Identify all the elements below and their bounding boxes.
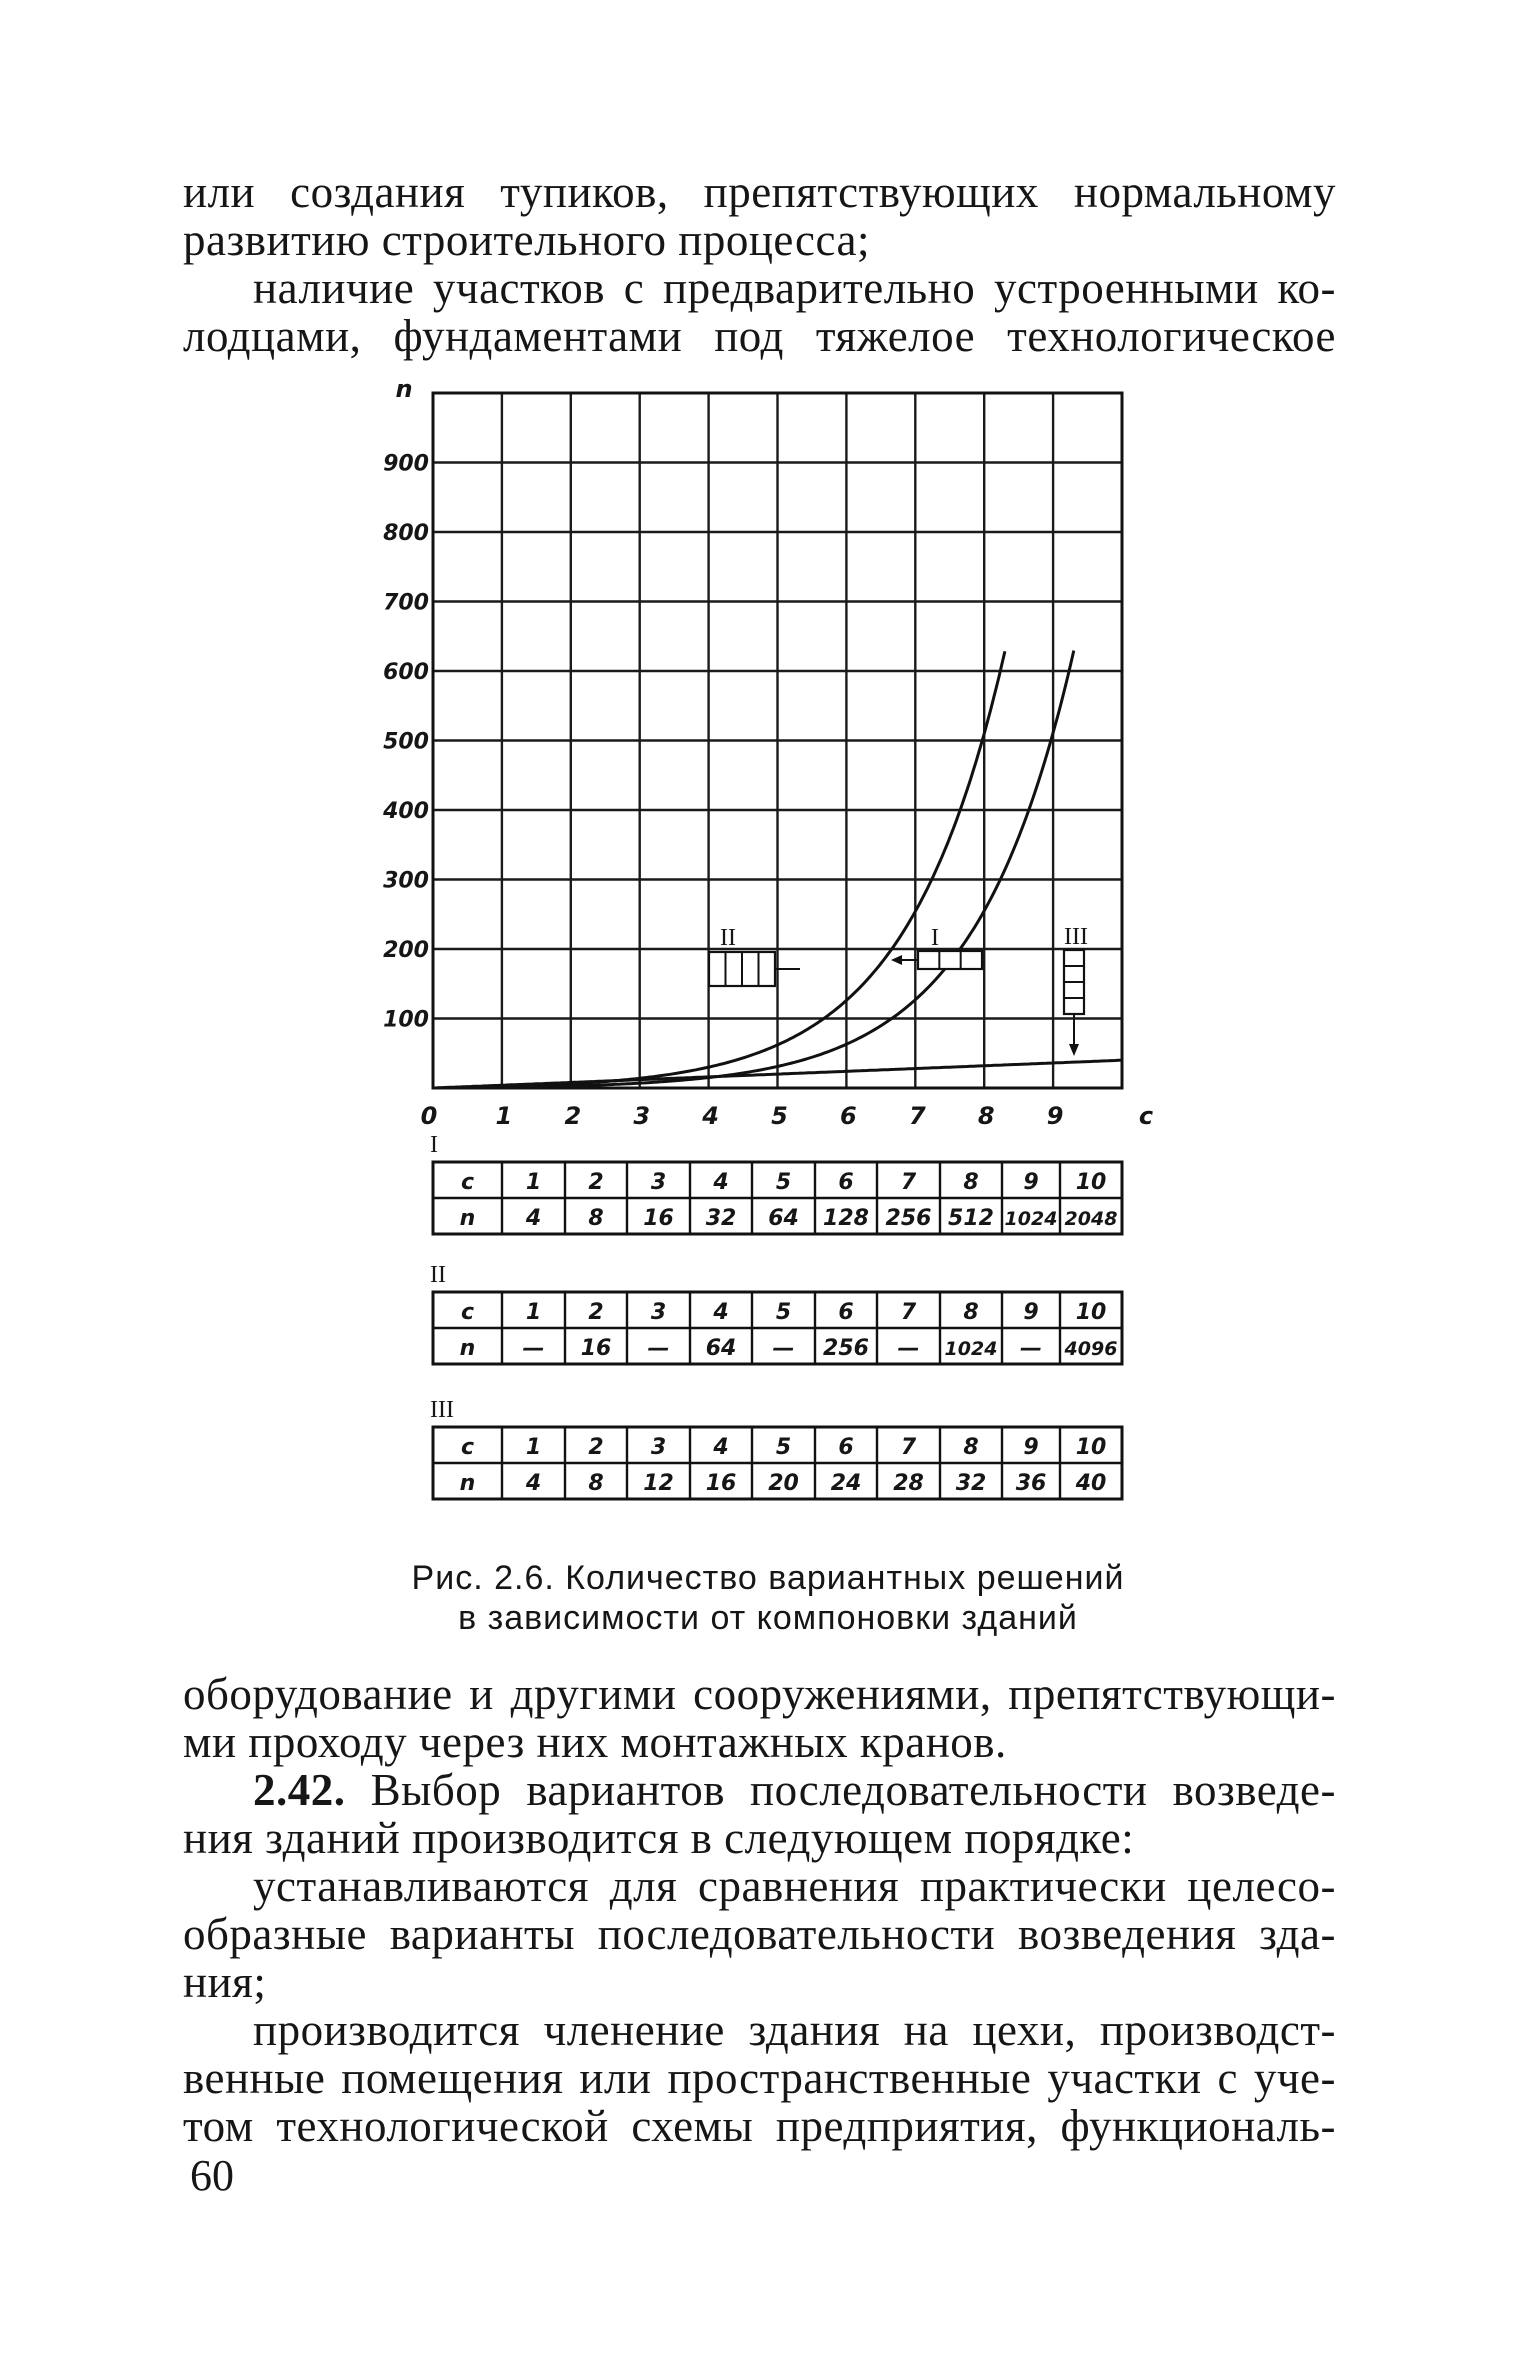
table-cell-c: 9 <box>1023 1300 1039 1325</box>
data-tables <box>430 1132 1122 1499</box>
table-cell-n: 4096 <box>1064 1338 1118 1360</box>
table-cell-n: n <box>459 1206 476 1231</box>
x-tick-label: 2 <box>564 1102 582 1130</box>
table-cell-c: 10 <box>1075 1300 1107 1325</box>
table-cell-n: 1024 <box>1004 1208 1058 1230</box>
y-tick-label: 800 <box>383 521 429 546</box>
table-cell-c: 7 <box>900 1300 917 1325</box>
text-line <box>183 1766 1336 1814</box>
table-cell-c: 4 <box>713 1435 729 1460</box>
table-label: III <box>430 1397 454 1423</box>
table-cell-c: 5 <box>775 1435 792 1460</box>
table-cell-c: 3 <box>650 1300 667 1325</box>
caption-line-2: в зависимости от компоновки зданий <box>458 1599 1078 1637</box>
text-line: устанавливаются для сравнения практически целесо- <box>253 1861 1336 1911</box>
paragraph-bottom-1 <box>183 1670 1336 1766</box>
table-cell-n: 8 <box>588 1471 604 1496</box>
table-cell-n: 256 <box>885 1206 932 1231</box>
building-icon-III <box>1064 950 1084 1014</box>
table-cell-n: n <box>459 1336 476 1361</box>
section-number: 2.42. <box>253 1765 346 1815</box>
table-cell-n: 16 <box>580 1336 612 1361</box>
caption-line-1: Рис. 2.6. Количество вариантных решений <box>411 1559 1125 1597</box>
table-cell-c: 8 <box>963 1300 979 1325</box>
table-cell-c: 9 <box>1023 1170 1039 1195</box>
table-label: II <box>430 1262 446 1288</box>
x-tick-label: 3 <box>633 1102 651 1130</box>
table-cell-c: c <box>460 1435 475 1460</box>
paragraph-bottom-2 <box>183 1766 1336 1862</box>
text-line: лодцами, фундаментами под тяжелое технологическое <box>183 311 1336 361</box>
table-cell-c: 6 <box>838 1170 854 1195</box>
table-cell-n: 12 <box>643 1471 674 1496</box>
table-cell-n: 16 <box>643 1206 674 1231</box>
series-annotation: I <box>931 925 939 951</box>
table-cell-c: 1 <box>525 1435 542 1460</box>
table-cell-n: 28 <box>893 1471 924 1496</box>
y-tick-label: 300 <box>383 868 429 894</box>
text-line: производится членение здания на цехи, производст- <box>253 2005 1336 2055</box>
table-cell-c: 7 <box>900 1435 917 1460</box>
table-cell-n: — <box>897 1336 920 1361</box>
y-tick-label: 500 <box>383 729 429 755</box>
table-cell-n: 2048 <box>1064 1208 1118 1230</box>
text-line: ния зданий производится в следующем порядке: <box>183 1813 1135 1863</box>
table-cell-n: 36 <box>1015 1471 1047 1496</box>
table-cell-n: — <box>647 1336 670 1361</box>
table-cell-n: 128 <box>823 1206 869 1231</box>
x-tick-label: 6 <box>840 1102 857 1130</box>
x-tick-label: 7 <box>908 1102 926 1130</box>
table-cell-n: 32 <box>705 1206 737 1231</box>
data-table <box>430 1262 1122 1364</box>
table-cell-c: 9 <box>1023 1435 1039 1460</box>
y-tick-label: 700 <box>383 590 429 616</box>
text-line: образные варианты последовательности возведения зда- <box>183 1909 1336 1959</box>
table-cell-c: 3 <box>650 1170 667 1195</box>
paragraph-bottom-3 <box>183 1862 1336 2006</box>
table-cell-n: 4 <box>525 1471 542 1496</box>
table-cell-c: 6 <box>838 1300 854 1325</box>
text-line: или создания тупиков, препятствующих нормальному <box>183 167 1336 217</box>
y-axis-label: n <box>395 375 413 403</box>
text-line: развитию строительного процесса; <box>183 215 870 265</box>
text-line: ми проходу через них монтажных кранов. <box>183 1717 1007 1767</box>
table-cell-n: 64 <box>768 1206 799 1231</box>
series-annotation: III <box>1064 924 1088 950</box>
table-cell-n: 40 <box>1075 1471 1107 1496</box>
chart <box>382 375 1153 1130</box>
table-cell-c: 5 <box>775 1170 792 1195</box>
table-cell-n: 16 <box>705 1471 737 1496</box>
table-cell-c: 1 <box>525 1170 542 1195</box>
table-cell-c: 3 <box>650 1435 667 1460</box>
table-cell-c: 2 <box>588 1435 604 1460</box>
table-cell-c: 2 <box>588 1170 604 1195</box>
series-line-II <box>433 651 1005 1088</box>
table-cell-n: 8 <box>588 1206 604 1231</box>
x-tick-label: 8 <box>977 1102 995 1130</box>
table-cell-c: 1 <box>525 1300 542 1325</box>
paragraph-bottom-4 <box>183 2006 1336 2150</box>
table-cell-c: 4 <box>713 1170 729 1195</box>
x-tick-label: 5 <box>771 1102 788 1130</box>
y-tick-label: 100 <box>383 1007 429 1033</box>
page-number: 60 <box>190 2151 234 2200</box>
arrowhead-III <box>1069 1044 1079 1056</box>
x-tick-label: 0 <box>420 1102 438 1130</box>
table-cell-c: c <box>460 1300 475 1325</box>
text-line: ния; <box>183 1957 267 2007</box>
icon-box <box>918 951 982 969</box>
text-line: наличие участков с предварительно устроенными ко- <box>253 263 1336 313</box>
x-tick-label: c <box>1138 1102 1154 1130</box>
table-cell-n: — <box>1020 1336 1042 1361</box>
series-annotation: II <box>720 925 736 951</box>
table-cell-c: c <box>460 1170 475 1195</box>
table-cell-c: 10 <box>1075 1435 1107 1460</box>
table-cell-n: — <box>522 1336 545 1361</box>
table-label: I <box>430 1132 438 1158</box>
table-cell-n: 1024 <box>944 1338 998 1360</box>
table-cell-c: 4 <box>713 1300 729 1325</box>
figure-caption <box>300 1558 1236 1638</box>
y-tick-label: 400 <box>383 799 429 824</box>
table-cell-n: 4 <box>525 1206 542 1231</box>
table-cell-n: 64 <box>705 1336 737 1361</box>
table-cell-n: 32 <box>955 1471 987 1496</box>
y-tick-label: 200 <box>383 938 429 963</box>
table-cell-c: 8 <box>963 1170 979 1195</box>
table-cell-c: 8 <box>963 1435 979 1460</box>
table-cell-n: 256 <box>823 1336 869 1361</box>
arrowhead-I <box>891 955 902 965</box>
y-tick-label: 600 <box>383 660 429 685</box>
table-cell-c: 10 <box>1075 1170 1107 1195</box>
table-cell-n: 20 <box>768 1471 799 1496</box>
x-tick-label: 1 <box>495 1102 513 1130</box>
table-cell-n: 512 <box>948 1206 994 1231</box>
text-line: том технологической схемы предприятия, функциональ- <box>183 2101 1336 2151</box>
data-table <box>430 1397 1122 1499</box>
x-tick-label: 4 <box>702 1102 719 1130</box>
series-line-I <box>433 651 1074 1088</box>
table-cell-c: 6 <box>838 1435 854 1460</box>
table-cell-n: — <box>772 1336 795 1361</box>
table-cell-n: 24 <box>830 1471 862 1496</box>
text-line: венные помещения или пространственные участки с уче- <box>183 2053 1336 2103</box>
table-cell-c: 7 <box>900 1170 917 1195</box>
building-icon-I <box>918 951 982 969</box>
x-tick-label: 9 <box>1046 1102 1064 1130</box>
y-tick-label: 900 <box>383 451 429 477</box>
text-line: оборудование и другими сооружениями, препятствующи- <box>183 1669 1336 1719</box>
data-table <box>430 1132 1122 1234</box>
building-icon-II <box>709 952 775 986</box>
text-fragment: Выбор вариантов последовательности возведе- <box>370 1765 1336 1815</box>
table-cell-n: n <box>459 1471 476 1496</box>
table-cell-c: 5 <box>775 1300 792 1325</box>
table-cell-c: 2 <box>588 1300 604 1325</box>
